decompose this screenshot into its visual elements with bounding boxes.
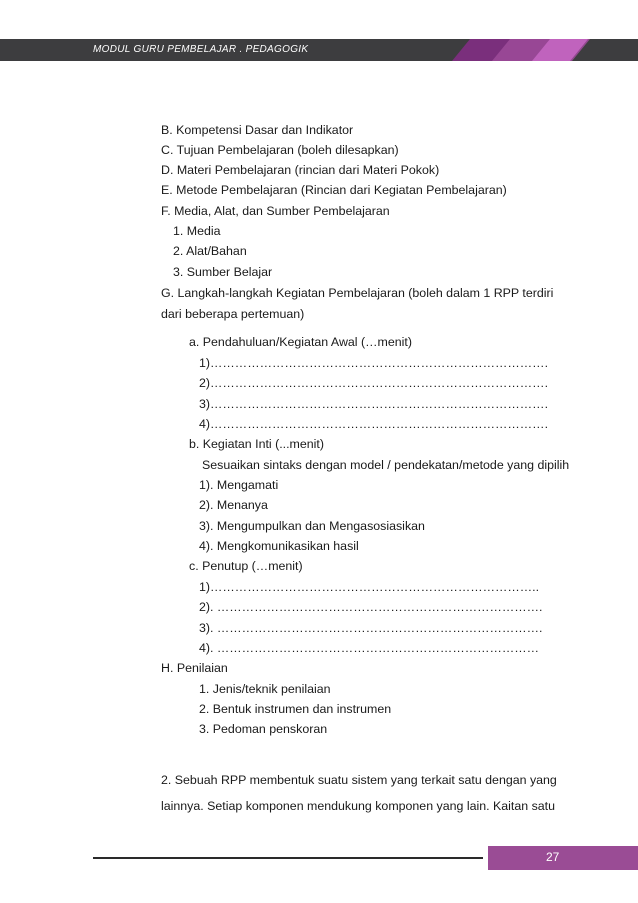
section-f-item: 2. Alat/Bahan — [173, 244, 247, 258]
section-f-item: 1. Media — [173, 224, 221, 238]
module-title: MODUL GURU PEMBELAJAR . PEDAGOGIK — [93, 44, 309, 55]
section-d: D. Materi Pembelajaran (rincian dari Materi Pokok) — [161, 163, 440, 177]
step-item: 3). Mengumpulkan dan Mengasosiasikan — [199, 519, 425, 533]
section-g-cont: dari beberapa pertemuan) — [161, 307, 305, 321]
step-item: 2). Menanya — [199, 498, 268, 512]
section-g: G. Langkah-langkah Kegiatan Pembelajaran (boleh dalam 1 RPP terdiri — [161, 286, 554, 300]
placeholder-line: 1)………………………………………………………………………. — [199, 356, 549, 370]
section-f: F. Media, Alat, dan Sumber Pembelajaran — [161, 204, 390, 218]
page-number: 27 — [546, 850, 560, 864]
placeholder-line: 4). …………………………………………………………………… — [199, 641, 540, 655]
placeholder-line: 3). ……………………………………………………………………. — [199, 621, 543, 635]
subsection-b: b. Kegiatan Inti (...menit) — [189, 437, 324, 451]
section-e: E. Metode Pembelajaran (Rincian dari Kegiatan Pembelajaran) — [161, 183, 507, 197]
footer-rule — [93, 857, 483, 859]
paragraph-line: 2. Sebuah RPP membentuk suatu sistem yang terkait satu dengan yang — [161, 773, 557, 787]
subsection-c: c. Penutup (…menit) — [189, 559, 303, 573]
section-h: H. Penilaian — [161, 661, 228, 675]
placeholder-line: 1)…………………………………………………………………….. — [199, 580, 540, 594]
placeholder-line: 2). ……………………………………………………………………. — [199, 600, 543, 614]
paragraph-line: lainnya. Setiap komponen mendukung komponen yang lain. Kaitan satu — [161, 799, 556, 813]
section-f-item: 3. Sumber Belajar — [173, 265, 273, 279]
assessment-item: 2. Bentuk instrumen dan instrumen — [199, 702, 392, 716]
subsection-b-note: Sesuaikan sintaks dengan model / pendekatan/metode yang dipilih — [202, 458, 570, 472]
placeholder-line: 2)………………………………………………………………………. — [199, 376, 549, 390]
assessment-item: 3. Pedoman penskoran — [199, 722, 328, 736]
header-decoration — [440, 39, 638, 61]
page-number-badge — [488, 846, 638, 870]
section-c: C. Tujuan Pembelajaran (boleh dilesapkan) — [161, 143, 399, 157]
section-b: B. Kompetensi Dasar dan Indikator — [161, 123, 354, 137]
assessment-item: 1. Jenis/teknik penilaian — [199, 682, 331, 696]
subsection-a: a. Pendahuluan/Kegiatan Awal (…menit) — [189, 335, 412, 349]
step-item: 4). Mengkomunikasikan hasil — [199, 539, 359, 553]
placeholder-line: 4)………………………………………………………………………. — [199, 417, 549, 431]
placeholder-line: 3)………………………………………………………………………. — [199, 397, 549, 411]
step-item: 1). Mengamati — [199, 478, 279, 492]
